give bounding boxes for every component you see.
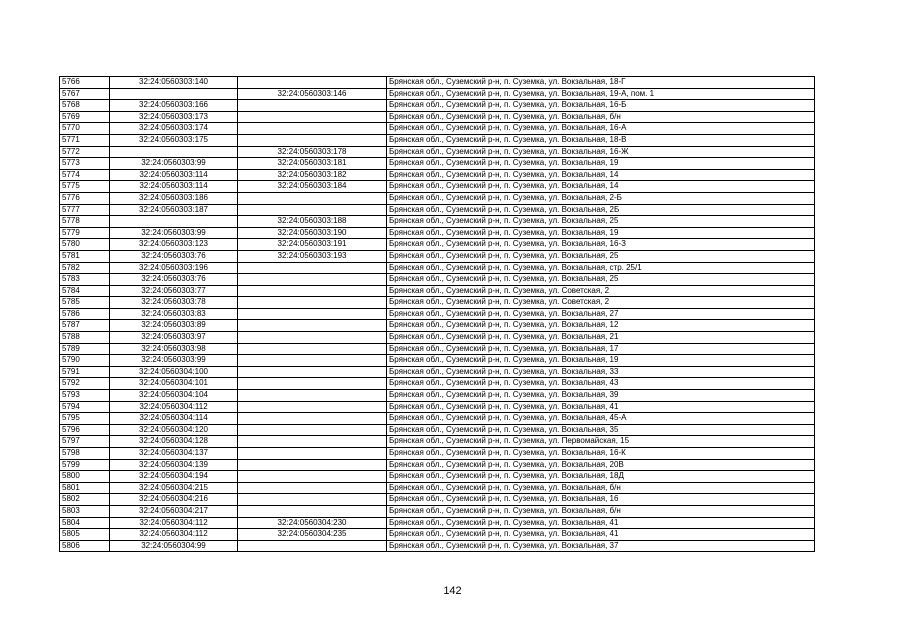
- address-cell: Брянская обл., Суземский р-н, п. Суземка, ул. Вокзальная, 16: [387, 494, 815, 506]
- table-row: [60, 366, 815, 378]
- cadastral-number-cell: 32:24:0560303:114: [110, 169, 238, 181]
- related-cadastral-number-cell: [238, 192, 387, 204]
- related-cadastral-number-cell: [238, 320, 387, 332]
- related-cadastral-number-cell: [238, 123, 387, 135]
- address-cell: Брянская обл., Суземский р-н, п. Суземка, ул. Вокзальная, 16-К: [387, 448, 815, 460]
- related-cadastral-number-cell: [238, 134, 387, 146]
- related-cadastral-number-cell: [238, 540, 387, 552]
- related-cadastral-number-cell: [238, 413, 387, 425]
- related-cadastral-number-cell: [238, 77, 387, 89]
- cadastral-number-cell: 32:24:0560304:99: [110, 540, 238, 552]
- cadastral-number-cell: 32:24:0560303:99: [110, 158, 238, 170]
- table-row: [60, 505, 815, 517]
- address-cell: Брянская обл., Суземский р-н, п. Суземка, ул. Первомайская, 15: [387, 436, 815, 448]
- address-cell: Брянская обл., Суземский р-н, п. Суземка, ул. Советская, 2: [387, 297, 815, 309]
- related-cadastral-number-cell: [238, 355, 387, 367]
- row-number-cell: 5787: [60, 320, 110, 332]
- address-cell: Брянская обл., Суземский р-н, п. Суземка, ул. Вокзальная, стр. 25/1: [387, 262, 815, 274]
- table-row: [60, 378, 815, 390]
- address-cell: Брянская обл., Суземский р-н, п. Суземка, ул. Вокзальная, 39: [387, 390, 815, 402]
- table-row: [60, 390, 815, 402]
- cadastral-number-cell: 32:24:0560304:100: [110, 366, 238, 378]
- cadastral-number-cell: 32:24:0560304:217: [110, 505, 238, 517]
- row-number-cell: 5797: [60, 436, 110, 448]
- table-row: [60, 540, 815, 552]
- address-cell: Брянская обл., Суземский р-н, п. Суземка, ул. Вокзальная, 16-З: [387, 239, 815, 251]
- related-cadastral-number-cell: [238, 308, 387, 320]
- row-number-cell: 5790: [60, 355, 110, 367]
- table-row: [60, 459, 815, 471]
- row-number-cell: 5791: [60, 366, 110, 378]
- address-cell: Брянская обл., Суземский р-н, п. Суземка, ул. Вокзальная, 43: [387, 378, 815, 390]
- cadastral-number-cell: 32:24:0560304:104: [110, 390, 238, 402]
- table-row: [60, 401, 815, 413]
- related-cadastral-number-cell: [238, 274, 387, 286]
- related-cadastral-number-cell: 32:24:0560304:230: [238, 517, 387, 529]
- related-cadastral-number-cell: [238, 100, 387, 112]
- table-row: [60, 471, 815, 483]
- related-cadastral-number-cell: [238, 111, 387, 123]
- table-row: [60, 308, 815, 320]
- address-cell: Брянская обл., Суземский р-н, п. Суземка, ул. Вокзальная, 18-В: [387, 134, 815, 146]
- cadastral-number-cell: 32:24:0560303:123: [110, 239, 238, 251]
- address-cell: Брянская обл., Суземский р-н, п. Суземка, ул. Вокзальная, 16-Б: [387, 100, 815, 112]
- cadastral-number-cell: 32:24:0560303:173: [110, 111, 238, 123]
- related-cadastral-number-cell: [238, 482, 387, 494]
- address-cell: Брянская обл., Суземский р-н, п. Суземка, ул. Вокзальная, б/н: [387, 111, 815, 123]
- related-cadastral-number-cell: 32:24:0560303:181: [238, 158, 387, 170]
- table-row: [60, 100, 815, 112]
- cadastral-number-cell: 32:24:0560304:215: [110, 482, 238, 494]
- cadastral-number-cell: 32:24:0560303:98: [110, 343, 238, 355]
- row-number-cell: 5796: [60, 424, 110, 436]
- cadastral-number-cell: 32:24:0560303:97: [110, 332, 238, 344]
- cadastral-number-cell: 32:24:0560304:114: [110, 413, 238, 425]
- table-row: [60, 204, 815, 216]
- table-row: [60, 517, 815, 529]
- cadastral-number-cell: 32:24:0560304:112: [110, 401, 238, 413]
- table-row: [60, 355, 815, 367]
- row-number-cell: 5770: [60, 123, 110, 135]
- related-cadastral-number-cell: [238, 378, 387, 390]
- table-row: [60, 239, 815, 251]
- row-number-cell: 5772: [60, 146, 110, 158]
- cadastral-number-cell: [110, 88, 238, 100]
- cadastral-number-cell: 32:24:0560303:186: [110, 192, 238, 204]
- cadastral-number-cell: 32:24:0560303:76: [110, 274, 238, 286]
- related-cadastral-number-cell: [238, 436, 387, 448]
- cadastral-number-cell: 32:24:0560303:76: [110, 250, 238, 262]
- address-cell: Брянская обл., Суземский р-н, п. Суземка, ул. Вокзальная, 14: [387, 181, 815, 193]
- property-registry-table: [59, 76, 815, 552]
- row-number-cell: 5767: [60, 88, 110, 100]
- related-cadastral-number-cell: 32:24:0560303:190: [238, 227, 387, 239]
- address-cell: Брянская обл., Суземский р-н, п. Суземка, ул. Вокзальная, 41: [387, 529, 815, 541]
- address-cell: Брянская обл., Суземский р-н, п. Суземка, ул. Вокзальная, 2-Б: [387, 192, 815, 204]
- table-row: [60, 250, 815, 262]
- table-row: [60, 192, 815, 204]
- row-number-cell: 5794: [60, 401, 110, 413]
- row-number-cell: 5784: [60, 285, 110, 297]
- row-number-cell: 5800: [60, 471, 110, 483]
- row-number-cell: 5783: [60, 274, 110, 286]
- related-cadastral-number-cell: [238, 204, 387, 216]
- row-number-cell: 5785: [60, 297, 110, 309]
- row-number-cell: 5804: [60, 517, 110, 529]
- address-cell: Брянская обл., Суземский р-н, п. Суземка, ул. Вокзальная, 19-А, пом. 1: [387, 88, 815, 100]
- cadastral-number-cell: 32:24:0560303:99: [110, 355, 238, 367]
- row-number-cell: 5778: [60, 216, 110, 228]
- table-row: [60, 343, 815, 355]
- row-number-cell: 5799: [60, 459, 110, 471]
- address-cell: Брянская обл., Суземский р-н, п. Суземка, ул. Вокзальная, 33: [387, 366, 815, 378]
- related-cadastral-number-cell: [238, 343, 387, 355]
- related-cadastral-number-cell: [238, 262, 387, 274]
- address-cell: Брянская обл., Суземский р-н, п. Суземка, ул. Вокзальная, 19: [387, 227, 815, 239]
- row-number-cell: 5798: [60, 448, 110, 460]
- related-cadastral-number-cell: 32:24:0560303:182: [238, 169, 387, 181]
- related-cadastral-number-cell: [238, 424, 387, 436]
- table-row: [60, 494, 815, 506]
- row-number-cell: 5801: [60, 482, 110, 494]
- cadastral-number-cell: 32:24:0560304:128: [110, 436, 238, 448]
- address-cell: Брянская обл., Суземский р-н, п. Суземка, ул. Вокзальная, 18-Г: [387, 77, 815, 89]
- address-cell: Брянская обл., Суземский р-н, п. Суземка, ул. Вокзальная, 25: [387, 250, 815, 262]
- table-row: [60, 529, 815, 541]
- cadastral-number-cell: 32:24:0560303:187: [110, 204, 238, 216]
- address-cell: Брянская обл., Суземский р-н, п. Суземка, ул. Вокзальная, 19: [387, 158, 815, 170]
- address-cell: Брянская обл., Суземский р-н, п. Суземка, ул. Вокзальная, 16-Ж: [387, 146, 815, 158]
- page-number: 142: [443, 585, 462, 597]
- cadastral-number-cell: 32:24:0560303:99: [110, 227, 238, 239]
- row-number-cell: 5792: [60, 378, 110, 390]
- row-number-cell: 5768: [60, 100, 110, 112]
- row-number-cell: 5771: [60, 134, 110, 146]
- cadastral-number-cell: 32:24:0560303:89: [110, 320, 238, 332]
- table-row: [60, 424, 815, 436]
- table-row: [60, 332, 815, 344]
- cadastral-number-cell: 32:24:0560304:216: [110, 494, 238, 506]
- related-cadastral-number-cell: [238, 459, 387, 471]
- table-row: [60, 285, 815, 297]
- row-number-cell: 5806: [60, 540, 110, 552]
- related-cadastral-number-cell: [238, 390, 387, 402]
- related-cadastral-number-cell: 32:24:0560304:235: [238, 529, 387, 541]
- row-number-cell: 5789: [60, 343, 110, 355]
- table-row: [60, 158, 815, 170]
- row-number-cell: 5774: [60, 169, 110, 181]
- row-number-cell: 5781: [60, 250, 110, 262]
- table-row: [60, 134, 815, 146]
- related-cadastral-number-cell: [238, 505, 387, 517]
- cadastral-number-cell: 32:24:0560303:196: [110, 262, 238, 274]
- address-cell: Брянская обл., Суземский р-н, п. Суземка, ул. Вокзальная, 41: [387, 517, 815, 529]
- table-row: [60, 146, 815, 158]
- row-number-cell: 5803: [60, 505, 110, 517]
- address-cell: Брянская обл., Суземский р-н, п. Суземка, ул. Вокзальная, 18Д: [387, 471, 815, 483]
- related-cadastral-number-cell: [238, 297, 387, 309]
- cadastral-number-cell: [110, 216, 238, 228]
- address-cell: Брянская обл., Суземский р-н, п. Суземка, ул. Вокзальная, 17: [387, 343, 815, 355]
- row-number-cell: 5773: [60, 158, 110, 170]
- address-cell: Брянская обл., Суземский р-н, п. Суземка, ул. Вокзальная, б/н: [387, 505, 815, 517]
- table-row: [60, 77, 815, 89]
- cadastral-number-cell: 32:24:0560303:140: [110, 77, 238, 89]
- table-row: [60, 123, 815, 135]
- table-row: [60, 169, 815, 181]
- cadastral-number-cell: 32:24:0560303:78: [110, 297, 238, 309]
- address-cell: Брянская обл., Суземский р-н, п. Суземка, ул. Вокзальная, 35: [387, 424, 815, 436]
- row-number-cell: 5769: [60, 111, 110, 123]
- table-row: [60, 320, 815, 332]
- cadastral-number-cell: [110, 146, 238, 158]
- cadastral-number-cell: 32:24:0560303:83: [110, 308, 238, 320]
- table-row: [60, 448, 815, 460]
- cadastral-number-cell: 32:24:0560304:137: [110, 448, 238, 460]
- table-row: [60, 216, 815, 228]
- cadastral-number-cell: 32:24:0560303:114: [110, 181, 238, 193]
- row-number-cell: 5786: [60, 308, 110, 320]
- cadastral-number-cell: 32:24:0560304:194: [110, 471, 238, 483]
- address-cell: Брянская обл., Суземский р-н, п. Суземка, ул. Советская, 2: [387, 285, 815, 297]
- related-cadastral-number-cell: 32:24:0560303:146: [238, 88, 387, 100]
- cadastral-number-cell: 32:24:0560304:139: [110, 459, 238, 471]
- address-cell: Брянская обл., Суземский р-н, п. Суземка, ул. Вокзальная, 14: [387, 169, 815, 181]
- table-row: [60, 262, 815, 274]
- table-row: [60, 274, 815, 286]
- address-cell: Брянская обл., Суземский р-н, п. Суземка, ул. Вокзальная, 37: [387, 540, 815, 552]
- table-row: [60, 181, 815, 193]
- address-cell: Брянская обл., Суземский р-н, п. Суземка, ул. Вокзальная, 27: [387, 308, 815, 320]
- address-cell: Брянская обл., Суземский р-н, п. Суземка, ул. Вокзальная, б/н: [387, 482, 815, 494]
- cadastral-number-cell: 32:24:0560303:174: [110, 123, 238, 135]
- cadastral-number-cell: 32:24:0560304:101: [110, 378, 238, 390]
- related-cadastral-number-cell: [238, 332, 387, 344]
- address-cell: Брянская обл., Суземский р-н, п. Суземка, ул. Вокзальная, 25: [387, 216, 815, 228]
- registry-table-body: [60, 77, 815, 552]
- cadastral-number-cell: 32:24:0560304:112: [110, 529, 238, 541]
- row-number-cell: 5766: [60, 77, 110, 89]
- table-row: [60, 227, 815, 239]
- address-cell: Брянская обл., Суземский р-н, п. Суземка, ул. Вокзальная, 25: [387, 274, 815, 286]
- related-cadastral-number-cell: [238, 471, 387, 483]
- cadastral-number-cell: 32:24:0560304:112: [110, 517, 238, 529]
- related-cadastral-number-cell: 32:24:0560303:193: [238, 250, 387, 262]
- row-number-cell: 5782: [60, 262, 110, 274]
- table-row: [60, 413, 815, 425]
- address-cell: Брянская обл., Суземский р-н, п. Суземка, ул. Вокзальная, 16-А: [387, 123, 815, 135]
- table-row: [60, 88, 815, 100]
- row-number-cell: 5795: [60, 413, 110, 425]
- address-cell: Брянская обл., Суземский р-н, п. Суземка, ул. Вокзальная, 21: [387, 332, 815, 344]
- related-cadastral-number-cell: [238, 285, 387, 297]
- related-cadastral-number-cell: [238, 366, 387, 378]
- related-cadastral-number-cell: 32:24:0560303:178: [238, 146, 387, 158]
- row-number-cell: 5777: [60, 204, 110, 216]
- table-row: [60, 297, 815, 309]
- related-cadastral-number-cell: [238, 494, 387, 506]
- related-cadastral-number-cell: 32:24:0560303:184: [238, 181, 387, 193]
- row-number-cell: 5793: [60, 390, 110, 402]
- table-row: [60, 482, 815, 494]
- row-number-cell: 5779: [60, 227, 110, 239]
- row-number-cell: 5805: [60, 529, 110, 541]
- cadastral-number-cell: 32:24:0560303:166: [110, 100, 238, 112]
- address-cell: Брянская обл., Суземский р-н, п. Суземка, ул. Вокзальная, 12: [387, 320, 815, 332]
- row-number-cell: 5788: [60, 332, 110, 344]
- address-cell: Брянская обл., Суземский р-н, п. Суземка, ул. Вокзальная, 2Б: [387, 204, 815, 216]
- address-cell: Брянская обл., Суземский р-н, п. Суземка, ул. Вокзальная, 41: [387, 401, 815, 413]
- cadastral-number-cell: 32:24:0560303:175: [110, 134, 238, 146]
- related-cadastral-number-cell: [238, 448, 387, 460]
- related-cadastral-number-cell: 32:24:0560303:191: [238, 239, 387, 251]
- cadastral-number-cell: 32:24:0560304:120: [110, 424, 238, 436]
- address-cell: Брянская обл., Суземский р-н, п. Суземка, ул. Вокзальная, 20В: [387, 459, 815, 471]
- related-cadastral-number-cell: [238, 401, 387, 413]
- table-row: [60, 111, 815, 123]
- row-number-cell: 5775: [60, 181, 110, 193]
- cadastral-number-cell: 32:24:0560303:77: [110, 285, 238, 297]
- table-row: [60, 436, 815, 448]
- row-number-cell: 5802: [60, 494, 110, 506]
- row-number-cell: 5780: [60, 239, 110, 251]
- address-cell: Брянская обл., Суземский р-н, п. Суземка, ул. Вокзальная, 45-А: [387, 413, 815, 425]
- address-cell: Брянская обл., Суземский р-н, п. Суземка, ул. Вокзальная, 19: [387, 355, 815, 367]
- row-number-cell: 5776: [60, 192, 110, 204]
- related-cadastral-number-cell: 32:24:0560303:188: [238, 216, 387, 228]
